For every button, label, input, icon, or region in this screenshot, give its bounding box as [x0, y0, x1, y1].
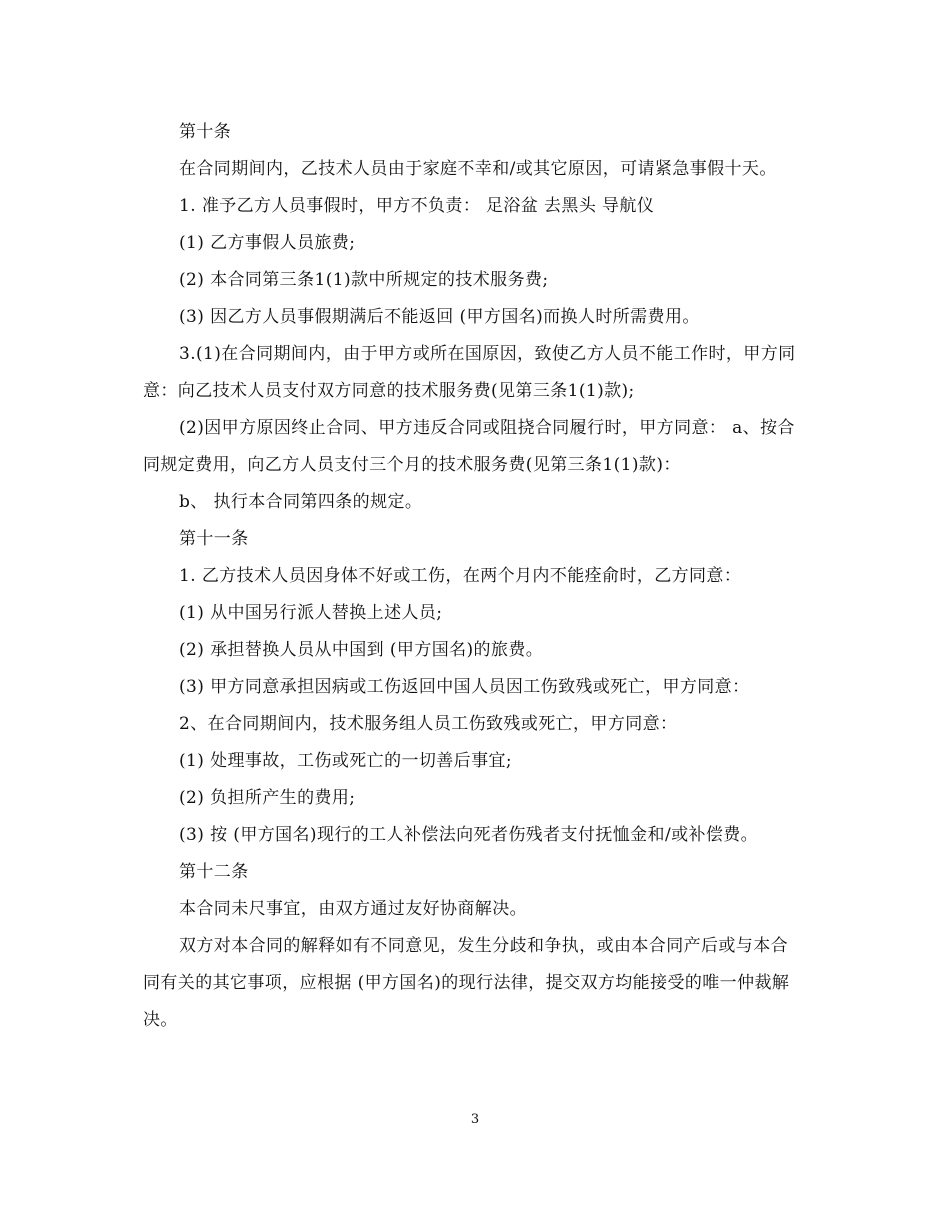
article-heading: 第十二条: [179, 862, 249, 882]
list-item: (1) 从中国另行派人替换上述人员;: [179, 603, 443, 623]
paragraph: 1. 准予乙方人员事假时，甲方不负责： 足浴盆 去黑头 导航仪: [179, 196, 655, 216]
list-item: (3) 按 (甲方国名)现行的工人补偿法向死者伤残者支付抚恤金和/或补偿费。: [179, 825, 759, 845]
page-number: 3: [470, 1112, 480, 1127]
article-heading: 第十一条: [179, 529, 249, 549]
paragraph: 本合同未尺事宜，由双方通过友好协商解决。: [179, 899, 527, 919]
paragraph: 1. 乙方技术人员因身体不好或工伤，在两个月内不能痊俞时，乙方同意：: [179, 566, 742, 586]
list-item: (1) 乙方事假人员旅费;: [179, 233, 356, 253]
list-item: (2) 负担所产生的费用;: [179, 788, 356, 808]
list-item: (2) 本合同第三条1(1)款中所规定的技术服务费;: [179, 270, 549, 290]
list-item: b、 执行本合同第四条的规定。: [179, 492, 423, 512]
paragraph: 2、在合同期间内，技术服务组人员工伤致残或死亡，甲方同意：: [179, 714, 678, 734]
document-body: [143, 114, 803, 1039]
paragraph: 双方对本合同的解释如有不同意见，发生分歧和争执，或由本合同产后或与本合同有关的其它事项，应根据 (甲方国名)的现行法律，提交双方均能接受的唯一仲裁解决。: [143, 936, 790, 1030]
paragraph: (2)因甲方原因终止合同、甲方违反合同或阻挠合同履行时，甲方同意： a、按合同规定费用，向乙方人员支付三个月的技术服务费(见第三条1(1)款)：: [143, 418, 795, 475]
list-item: (2) 承担替换人员从中国到 (甲方国名)的旅费。: [179, 640, 544, 660]
paragraph: 在合同期间内，乙技术人员由于家庭不幸和/或其它原因，可请紧急事假十天。: [179, 159, 777, 179]
list-item: (3) 因乙方人员事假期满后不能返回 (甲方国名)而换人时所需费用。: [179, 307, 700, 327]
list-item: (3) 甲方同意承担因病或工伤返回中国人员因工伤致残或死亡，甲方同意：: [179, 677, 750, 697]
list-item: (1) 处理事故，工伤或死亡的一切善后事宜;: [179, 751, 513, 771]
paragraph: 3.(1)在合同期间内，由于甲方或所在国原因，致使乙方人员不能工作时，甲方同意：向乙技术人员支付双方同意的技术服务费(见第三条1(1)款);: [143, 344, 796, 401]
article-heading: 第十条: [179, 122, 232, 142]
